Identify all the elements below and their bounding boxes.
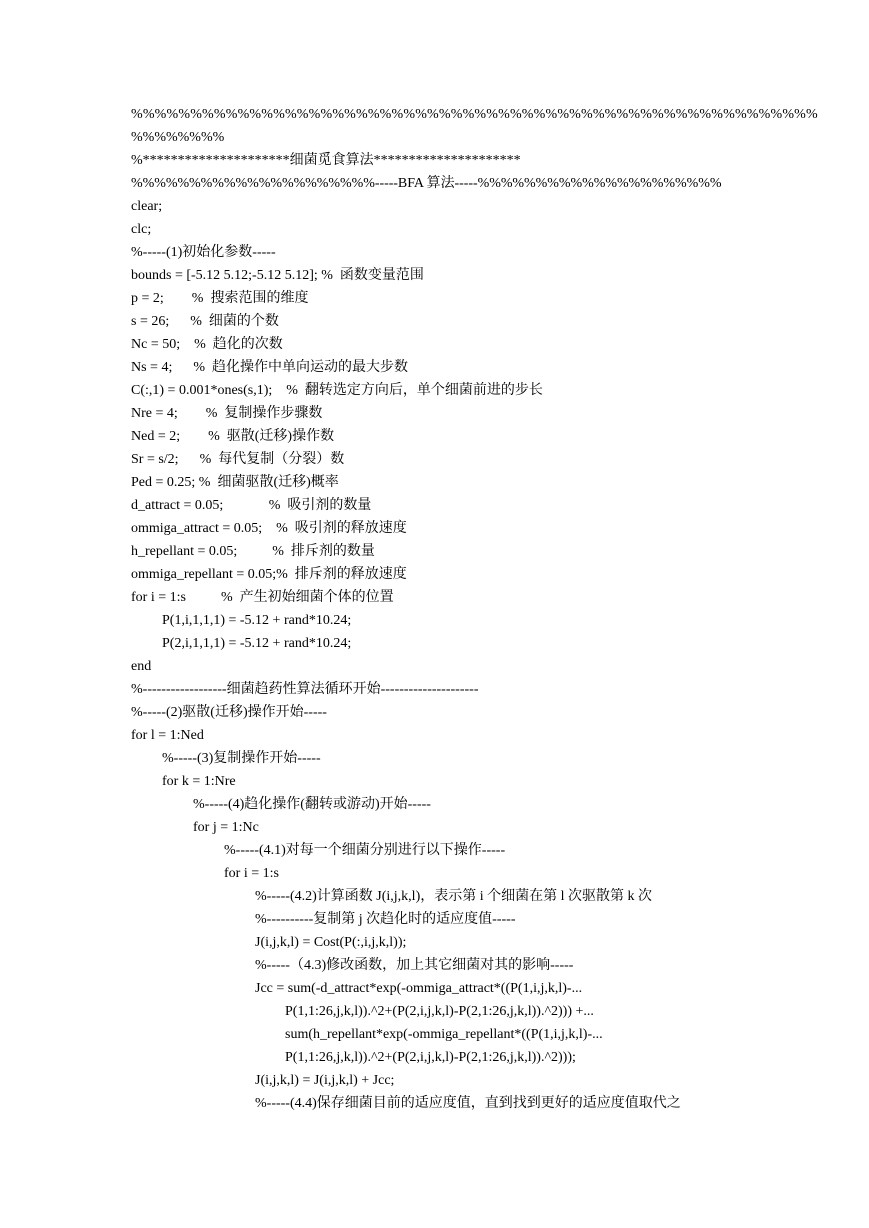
code-line: %-----(4)趋化操作(翻转或游动)开始----- — [193, 797, 431, 812]
code-line: for j = 1:Nc — [193, 820, 259, 835]
code-line: sum(h_repellant*exp(-ommiga_repellant*((P(1,i,j,k,l)-... — [285, 1027, 603, 1042]
code-line: p = 2; % 搜索范围的维度 — [131, 291, 309, 306]
code-line: P(2,i,1,1,1) = -5.12 + rand*10.24; — [162, 636, 352, 651]
code-line: s = 26; % 细菌的个数 — [131, 314, 279, 329]
code-line: for k = 1:Nre — [162, 774, 236, 789]
code-line: ommiga_attract = 0.05; % 吸引剂的释放速度 — [131, 521, 407, 536]
code-line: %-----(3)复制操作开始----- — [162, 751, 321, 766]
code-line: for l = 1:Ned — [131, 728, 204, 743]
code-line: J(i,j,k,l) = Cost(P(:,i,j,k,l)); — [255, 935, 407, 950]
code-line: %-----(4.4)保存细菌目前的适应度值，直到找到更好的适应度值取代之 — [255, 1096, 681, 1111]
code-line: Nre = 4; % 复制操作步骤数 — [131, 406, 323, 421]
code-line: P(1,1:26,j,k,l)).^2+(P(2,i,j,k,l)-P(2,1:26,j,k,l)).^2))) +... — [285, 1004, 594, 1019]
code-line: J(i,j,k,l) = J(i,j,k,l) + Jcc; — [255, 1073, 395, 1088]
code-line: %%%%%%%%%%%%%%%%%%%%%%%%%%%%%%%%%%%%%%%%%%%%%%%%%%%%%%%%%% — [131, 107, 818, 122]
code-line: %%%%%%%% — [131, 130, 225, 145]
code-line: bounds = [-5.12 5.12;-5.12 5.12]; % 函数变量范围 — [131, 268, 424, 283]
code-line: %------------------细菌趋药性算法循环开始--------------------- — [131, 682, 479, 697]
code-line: %-----(1)初始化参数----- — [131, 245, 276, 260]
code-line: for i = 1:s % 产生初始细菌个体的位置 — [131, 590, 394, 605]
code-line: d_attract = 0.05; % 吸引剂的数量 — [131, 498, 372, 513]
code-line: %-----(4.1)对每一个细菌分别进行以下操作----- — [224, 843, 506, 858]
code-line: clc; — [131, 222, 152, 237]
code-line: P(1,1:26,j,k,l)).^2+(P(2,i,j,k,l)-P(2,1:26,j,k,l)).^2))); — [285, 1050, 576, 1065]
code-line: %-----（4.3)修改函数，加上其它细菌对其的影响----- — [255, 958, 574, 973]
code-line: end — [131, 659, 152, 674]
code-line: ommiga_repellant = 0.05;% 排斥剂的释放速度 — [131, 567, 407, 582]
code-line: %%%%%%%%%%%%%%%%%%%%%-----BFA 算法-----%%%%%%%%%%%%%%%%%%%%% — [131, 176, 722, 191]
code-line: h_repellant = 0.05; % 排斥剂的数量 — [131, 544, 375, 559]
code-line: Nc = 50; % 趋化的次数 — [131, 337, 283, 352]
code-line: Ns = 4; % 趋化操作中单向运动的最大步数 — [131, 360, 409, 375]
code-line: C(:,1) = 0.001*ones(s,1); % 翻转选定方向后，单个细菌前进的步长 — [131, 383, 543, 398]
code-line: Ped = 0.25; % 细菌驱散(迁移)概率 — [131, 475, 339, 490]
code-line: %*********************细菌觅食算法********************* — [131, 153, 521, 168]
code-line: for i = 1:s — [224, 866, 279, 881]
code-line: Ned = 2; % 驱散(迁移)操作数 — [131, 429, 335, 444]
code-line: %-----(4.2)计算函数 J(i,j,k,l)，表示第 i 个细菌在第 l 次驱散第 k 次 — [255, 889, 653, 904]
code-line: Sr = s/2; % 每代复制（分裂）数 — [131, 452, 345, 467]
code-line: Jcc = sum(-d_attract*exp(-ommiga_attract*((P(1,i,j,k,l)-... — [255, 981, 583, 996]
code-line: %----------复制第 j 次趋化时的适应度值----- — [255, 912, 516, 927]
code-line: %-----(2)驱散(迁移)操作开始----- — [131, 705, 327, 720]
code-line: clear; — [131, 199, 163, 214]
code-line: P(1,i,1,1,1) = -5.12 + rand*10.24; — [162, 613, 352, 628]
